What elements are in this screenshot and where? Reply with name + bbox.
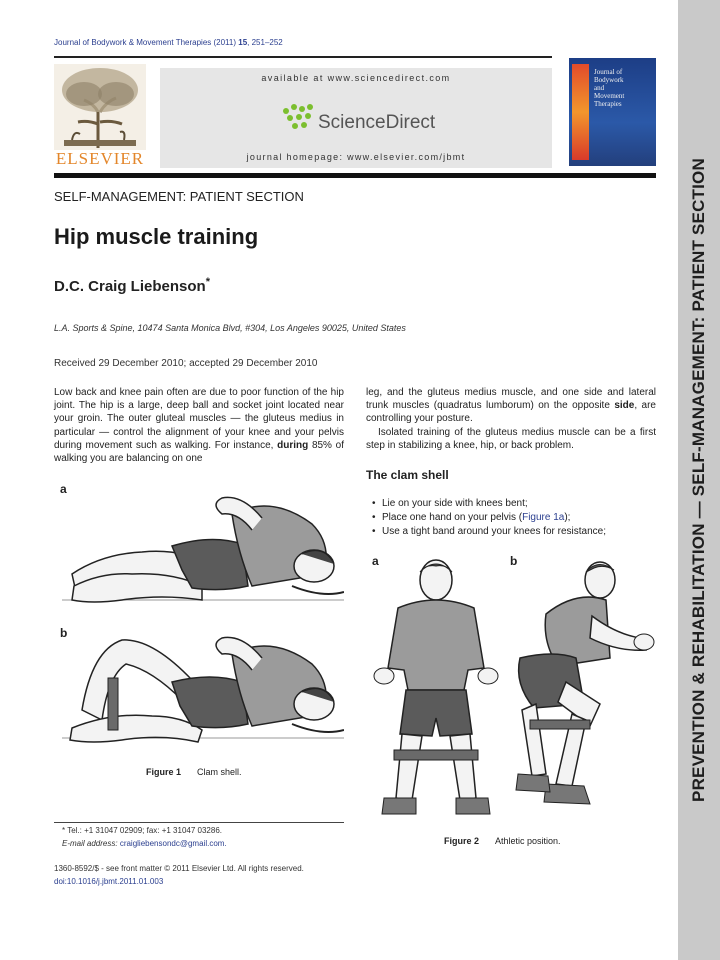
doi-link[interactable]: doi:10.1016/j.jbmt.2011.01.003 [54,877,164,886]
figure-1a-illustration [62,474,344,614]
title-rule [54,173,656,178]
cover-strip [572,64,589,160]
body-paragraph-right: leg, and the gluteus medius muscle, and one side and lateral trunk muscles (quadratus lumborum) on the opposite side, are controlling your posture. [366,387,656,425]
author-footnote-mark[interactable]: * [205,276,210,288]
journal-volume: 15 [238,38,248,47]
sciencedirect-wordmark: ScienceDirect [318,112,436,133]
received-dates: Received 29 December 2010; accepted 29 December 2010 [54,358,318,369]
figure-2-label: Figure 2 [444,836,480,846]
figure-2-panel-b-label: b [510,554,518,568]
list-item: • Lie on your side with knees bent; [372,498,528,509]
journal-citation[interactable]: Journal of Bodywork & Movement Therapies (2011) 15, 251–252 [54,38,283,47]
figure-1-panel-b-label: b [60,626,68,640]
available-at-text[interactable]: available at www.sciencedirect.com [261,73,451,83]
figure-2a-illustration [372,558,500,826]
cover-title: Journal of Bodywork and Movement Therapies [594,68,625,108]
list-item: • Place one hand on your pelvis ( Figure 1a ); [372,512,571,523]
journal-homepage-text[interactable]: journal homepage: www.elsevier.com/jbmt [246,152,466,162]
figure-1b-illustration [62,620,344,752]
elsevier-wordmark: ELSEVIER [55,149,145,168]
figure-1-panel-a-label: a [60,482,67,496]
figure-1-label: Figure 1 [146,767,182,777]
author-email-link[interactable]: craigliebensondc@gmail.com. [119,839,227,848]
elsevier-tree-icon [54,64,146,150]
bullet-icon: • [372,512,376,523]
list-item: • Use a tight band around your knees for resistance; [372,526,607,537]
footnote-email-line: E-mail address: craigliebensondc@gmail.com. [62,839,227,848]
figure-2-panel-a-label: a [372,554,379,568]
bullet-icon: • [372,498,376,509]
footnote-rule [54,822,344,823]
footnote-contact: * Tel.: +1 31047 02909; fax: +1 31047 03286. [62,826,222,835]
clam-shell-list [372,497,606,539]
issn-line: 1360-8592/$ - see front matter © 2011 Elsevier Ltd. All rights reserved. [54,864,304,873]
section-label: SELF-MANAGEMENT: PATIENT SECTION [54,189,304,204]
side-banner-text: PREVENTION & REHABILITATION — SELF-MANAGEMENT: PATIENT SECTION [689,158,708,802]
sciencedirect-logo-icon [280,103,316,133]
author-name: D.C. Craig Liebenson* [54,276,210,295]
header-rule [54,56,552,58]
figure-2b-illustration [506,554,656,826]
body-paragraph-right-2: Isolated training of the gluteus medius muscle can be a first step in stabilizing a knee, hip, or back problem. [366,427,656,452]
clam-shell-heading: The clam shell [366,468,449,482]
article-title: Hip muscle training [54,224,259,249]
journal-cover [569,58,656,166]
figure-1a-link[interactable]: Figure 1a [522,512,565,523]
figure-1-caption: Figure 1 Clam shell. [146,767,242,777]
affiliation: L.A. Sports & Spine, 10474 Santa Monica Blvd, #304, Los Angeles 90025, United States [54,323,406,333]
bullet-icon: • [372,526,376,537]
body-paragraph-left: Low back and knee pain often are due to poor function of the hip joint. The hip is a large, deep ball and socket joint located near your groin. The outer gluteal muscles — the gluteus medius in particular — control the alignment of your knee and your pelvis during movement such as walking. For instance, during 85% of walking you are balancing on one [54,387,344,465]
figure-2-caption: Figure 2 Athletic position. [444,836,561,846]
